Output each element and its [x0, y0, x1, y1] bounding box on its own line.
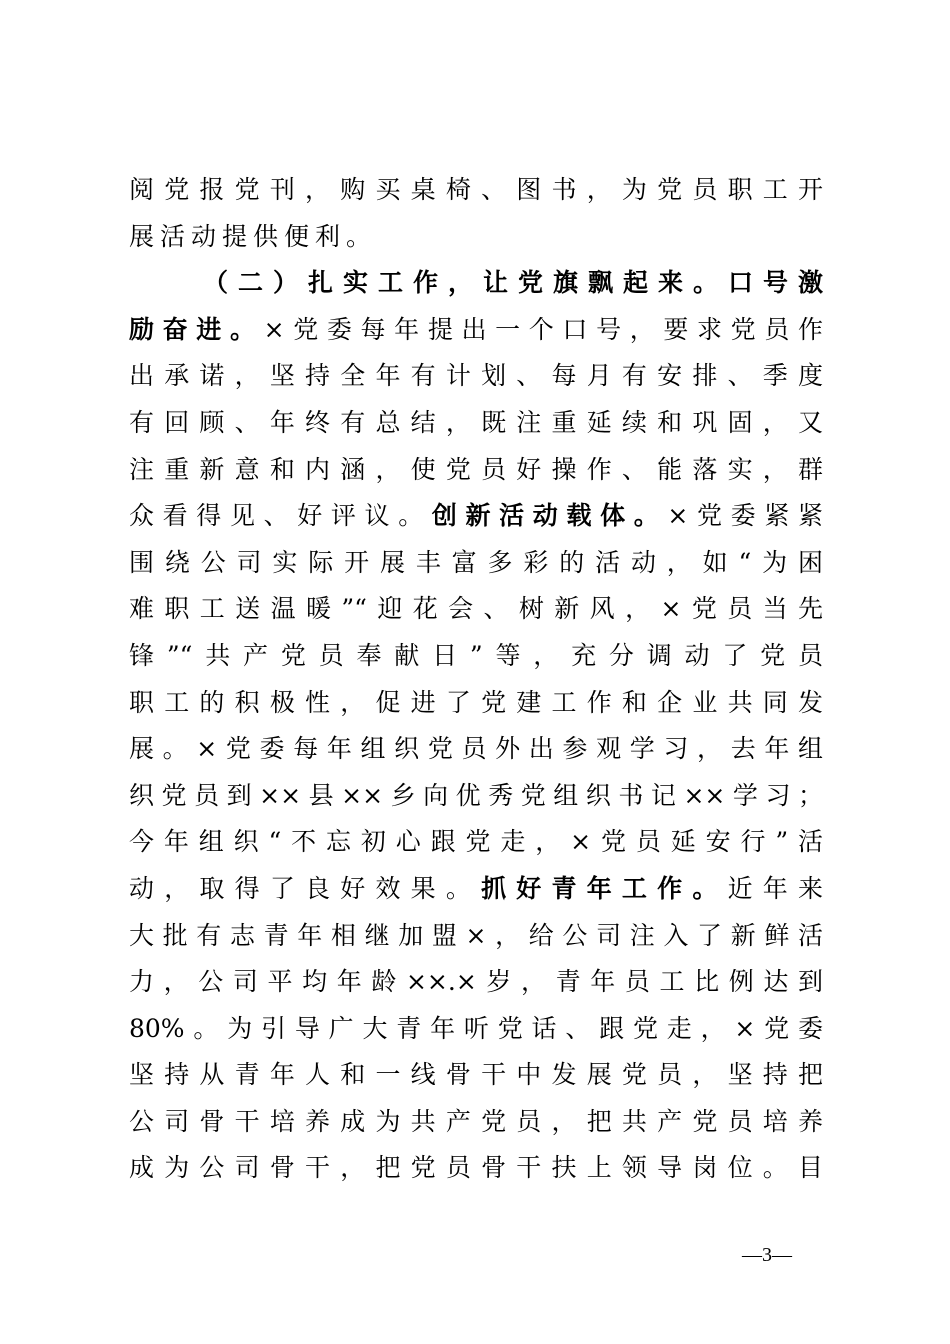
- body-text: [129, 167, 823, 1192]
- text-line: [129, 400, 823, 447]
- body-text-segment: 出承诺，坚持全年有计划、每月有安排、季度: [129, 361, 823, 391]
- body-text-segment: 围绕公司实际开展丰富多彩的活动，如“为困: [129, 547, 823, 577]
- body-text-segment: ×党委每年提出一个口号，要求党员作: [263, 314, 823, 344]
- text-line: [129, 586, 823, 633]
- text-line: [129, 680, 823, 727]
- body-text-segment: 众看得见、好评议。: [129, 501, 432, 531]
- body-text-segment: 成为公司骨干，把党员骨干扶上领导岗位。目: [129, 1153, 823, 1183]
- text-line: [129, 353, 823, 400]
- text-line: [129, 1145, 823, 1192]
- body-text-segment: 有回顾、年终有总结，既注重延续和巩固，又: [129, 407, 823, 437]
- text-line: [129, 913, 823, 960]
- text-line: [129, 1099, 823, 1146]
- text-line: [129, 493, 823, 540]
- page-number: —3—: [742, 1244, 792, 1266]
- body-text-segment: 动，取得了良好效果。: [129, 873, 482, 903]
- body-text-segment: 力，公司平均年龄××.×岁，青年员工比例达到: [129, 967, 823, 997]
- text-line: [129, 260, 823, 307]
- text-line: [129, 1052, 823, 1099]
- body-text-segment: ×党委紧紧: [667, 501, 823, 531]
- body-text-segment: 锋”“共产党员奉献日”等，充分调动了党员: [129, 640, 823, 670]
- text-line: [129, 633, 823, 680]
- body-text-segment: 织党员到××县××乡向优秀党组织书记××学习；: [129, 780, 823, 810]
- text-line: [129, 726, 823, 773]
- text-line: [129, 773, 823, 820]
- text-line: [129, 1006, 823, 1053]
- text-line: [129, 959, 823, 1006]
- text-line: [129, 167, 823, 214]
- body-text-segment: 注重新意和内涵，使党员好操作、能落实，群: [129, 454, 823, 484]
- body-text-segment: 阅党报党刊，购买桌椅、图书，为党员职工开: [129, 175, 823, 204]
- body-text-segment: 公司骨干培养成为共产党员，把共产党员培养: [129, 1106, 823, 1136]
- body-text-segment: 展活动提供便利。: [129, 221, 378, 251]
- body-text-segment: 坚持从青年人和一线骨干中发展党员，坚持把: [129, 1060, 823, 1090]
- body-text-segment: 大批有志青年相继加盟×，给公司注入了新鲜活: [129, 920, 823, 950]
- body-text-segment: 展。×党委每年组织党员外出参观学习，去年组: [129, 734, 823, 764]
- body-text-segment: 难职工送温暖”“迎花会、树新风，×党员当先: [129, 594, 823, 624]
- text-line: [129, 447, 823, 494]
- bold-heading-text: 创新活动载体。: [431, 501, 668, 531]
- bold-heading-text: （二）扎实工作，让党旗飘起来。口号激: [203, 268, 823, 298]
- text-line: [129, 307, 823, 354]
- body-text-segment: 今年组织“不忘初心跟党走，×党员延安行”活: [129, 827, 823, 857]
- text-line: [129, 866, 823, 913]
- bold-heading-text: 抓好青年工作。: [481, 873, 728, 903]
- text-line: [129, 214, 823, 261]
- body-text-segment: 近年来: [727, 873, 823, 903]
- text-line: [129, 819, 823, 866]
- body-text-segment: 80%。为引导广大青年听党话、跟党走，×党委: [129, 1013, 823, 1043]
- body-text-segment: 职工的积极性，促进了党建工作和企业共同发: [129, 687, 823, 717]
- bold-heading-text: 励奋进。: [129, 314, 264, 344]
- text-line: [129, 540, 823, 587]
